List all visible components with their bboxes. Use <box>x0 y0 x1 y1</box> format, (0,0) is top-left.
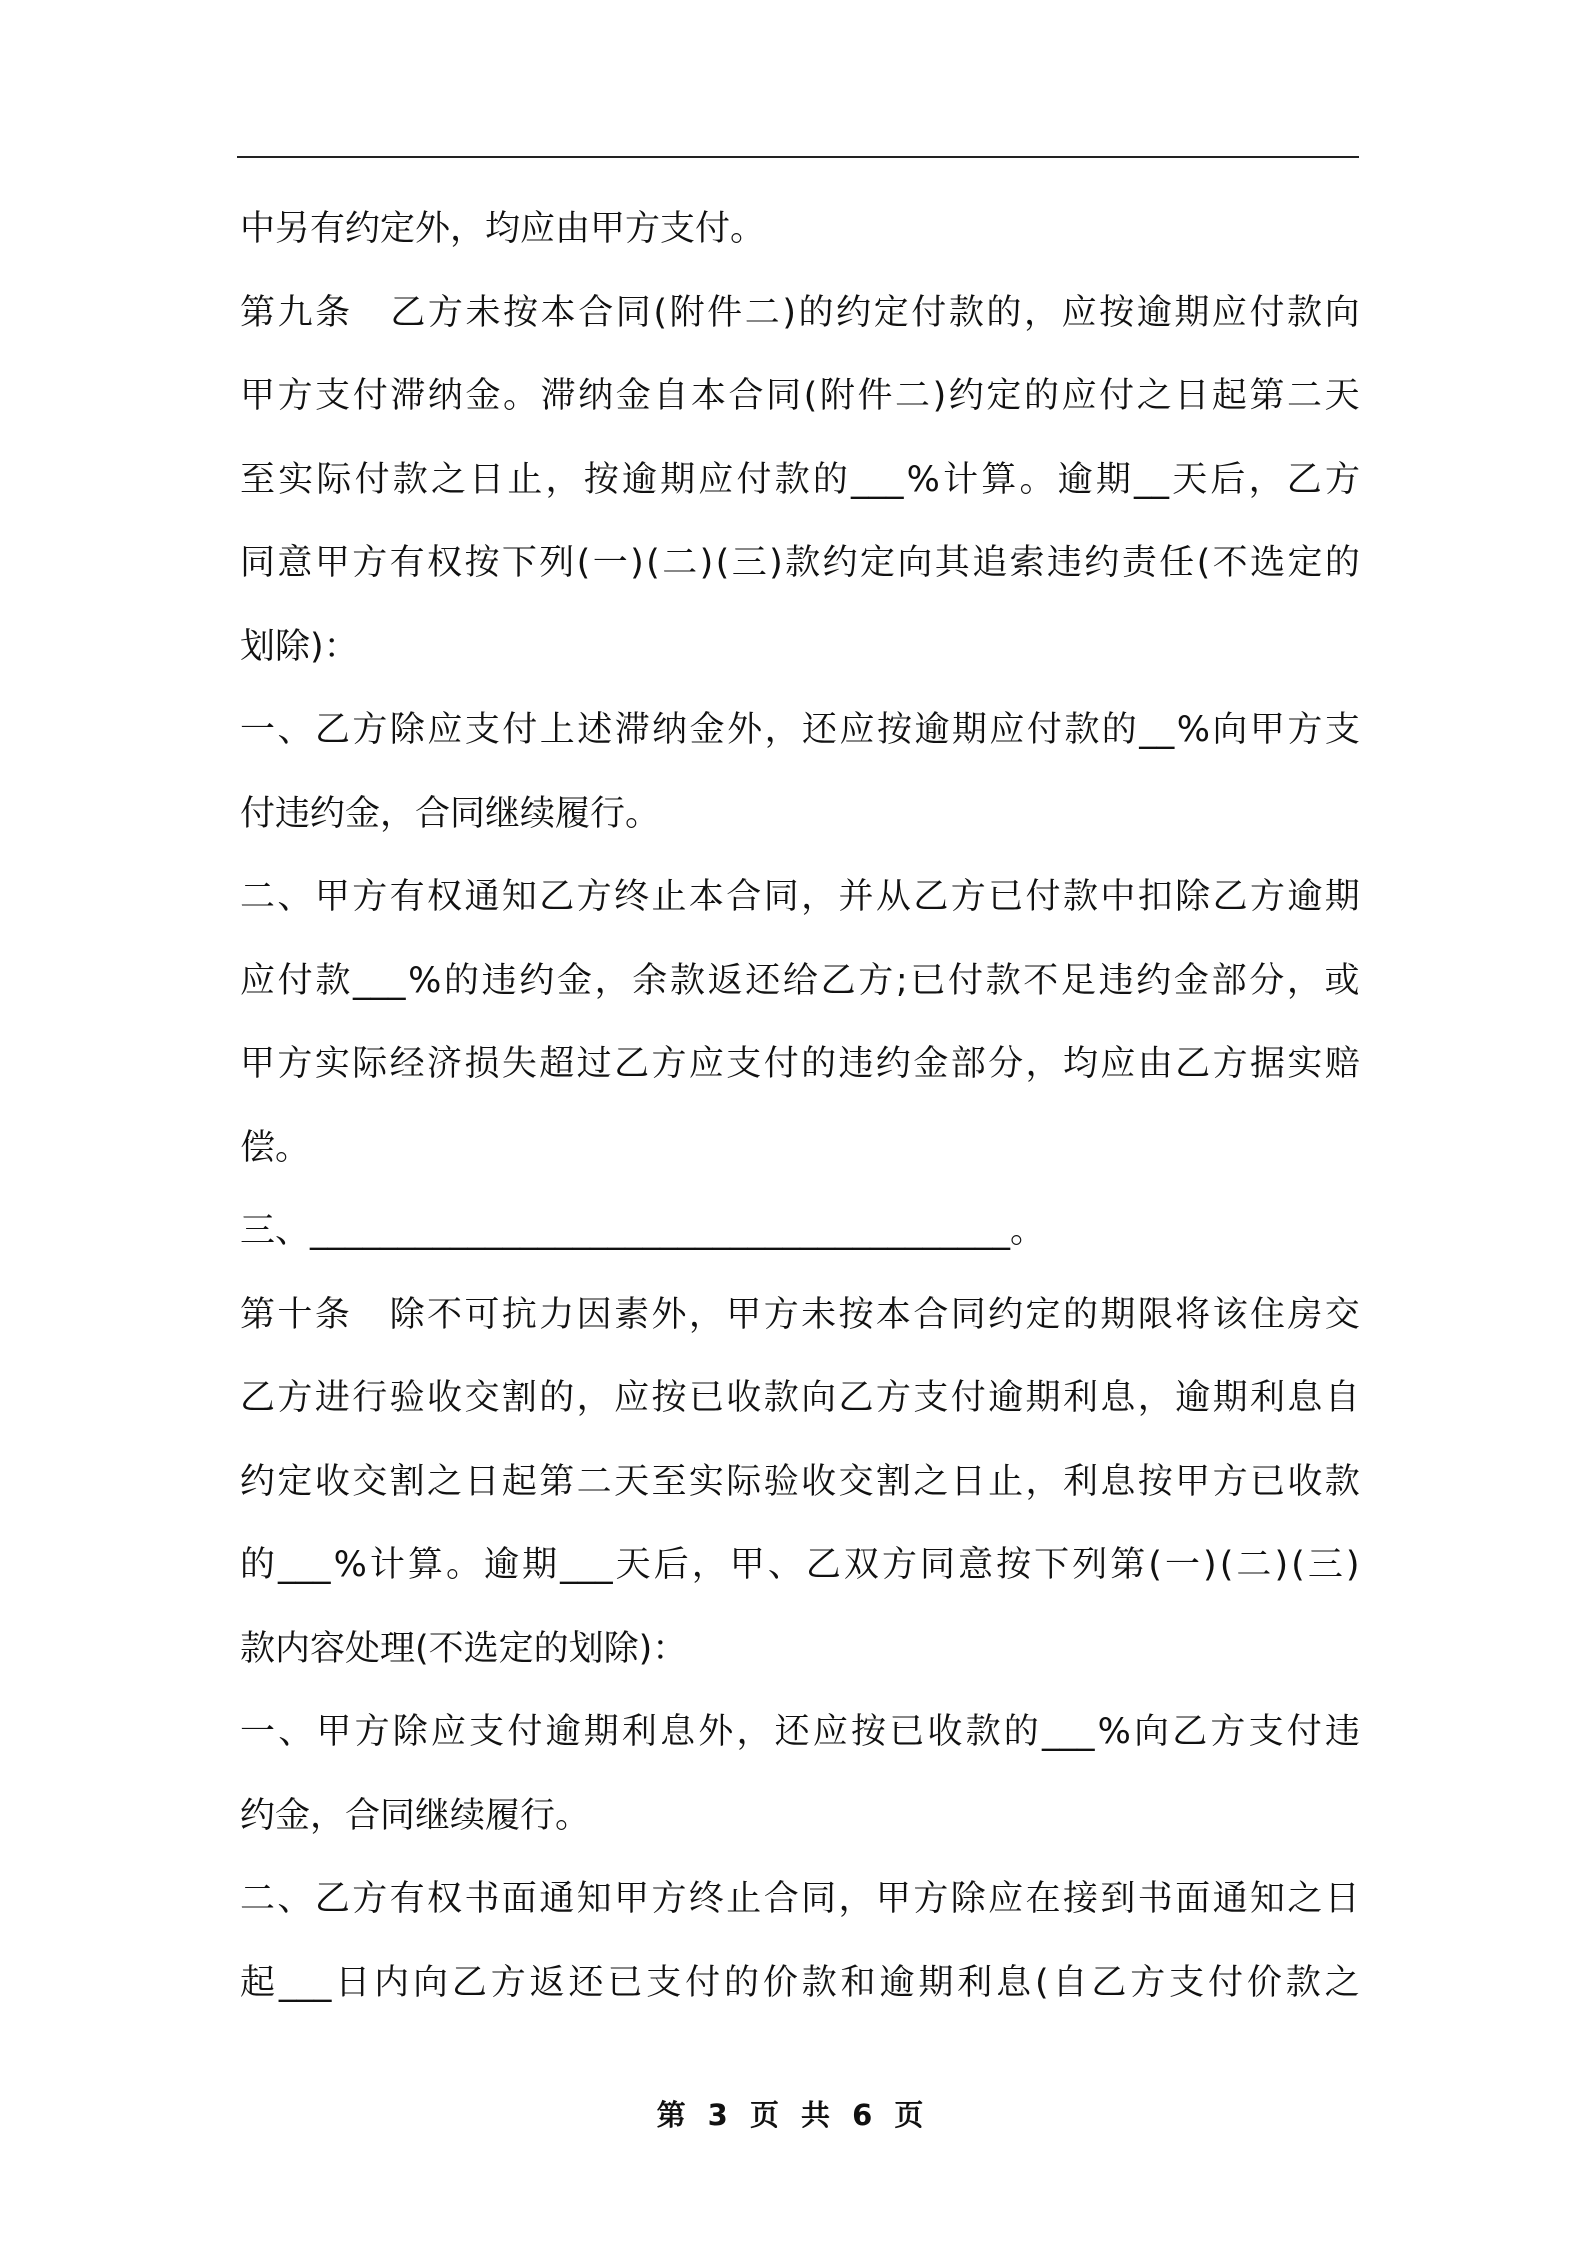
text-line: 二 、 甲 方 有 权 通 知 乙 方 终 止 本 合 同 ， 并 从 乙 方 已 付 款 中 扣 除 乙 方 逾 期 <box>240 877 1360 917</box>
text-line: 二 、 乙 方 有 权 书 面 通 知 甲 方 终 止 合 同 ， 甲 方 除 应 在 接 到 书 面 通 知 之 日 <box>240 1879 1360 1919</box>
text-line: 一 、 乙 方 除 应 支 付 上 述 滞 纳 金 外 ， 还 应 按 逾 期 应 付 款 的 __ % 向 甲 方 支 <box>240 710 1360 750</box>
text-line: 同 意 甲 方 有 权 按 下 列 ( 一 ) ( 二 ) ( 三 ) 款 约 定 向 其 追 索 违 约 责 任 ( 不 选 定 的 <box>240 543 1360 583</box>
text-line: 划除)： <box>240 626 359 667</box>
text-line: 第 九 条 乙 方 未 按 本 合 同 ( 附 件 二 ) 的 约 定 付 款 的 ， 应 按 逾 期 应 付 款 向 <box>240 292 1360 333</box>
text-line: 起 ___ 日 内 向 乙 方 返 还 已 支 付 的 价 款 和 逾 期 利 息 ( 自 乙 方 支 付 价 款 之 <box>240 1962 1360 2003</box>
text-line: 的 ___ % 计 算 。 逾 期 ___ 天 后 ， 甲 、 乙 双 方 同 意 按 下 列 第 ( 一 ) ( 二 ) ( 三 ) <box>240 1545 1360 1585</box>
page-number: 第 3 页 共 6 页 <box>656 2098 930 2132</box>
text-line: 约金，合同继续履行。 <box>240 1795 591 1836</box>
text-line: 三、________________________________________。 <box>240 1211 1046 1251</box>
text-line: 付违约金，合同继续履行。 <box>240 793 661 834</box>
text-line: 中另有约定外，均应由甲方支付。 <box>240 209 766 249</box>
text-line: 一 、 甲 方 除 应 支 付 逾 期 利 息 外 ， 还 应 按 已 收 款 的 ___ % 向 乙 方 支 付 违 <box>240 1712 1360 1752</box>
text-line: 至 实 际 付 款 之 日 止 ， 按 逾 期 应 付 款 的 ___ % 计 算 。 逾 期 __ 天 后 ， 乙 方 <box>240 459 1360 500</box>
text-line: 偿。 <box>240 1127 311 1168</box>
text-line: 约 定 收 交 割 之 日 起 第 二 天 至 实 际 验 收 交 割 之 日 止 ， 利 息 按 甲 方 已 收 款 <box>240 1461 1360 1502</box>
text-line: 乙 方 进 行 验 收 交 割 的 ， 应 按 已 收 款 向 乙 方 支 付 逾 期 利 息 ， 逾 期 利 息 自 <box>240 1378 1360 1418</box>
text-line: 款内容处理(不选定的划除)： <box>240 1628 688 1669</box>
text-line: 甲 方 支 付 滞 纳 金 。 滞 纳 金 自 本 合 同 ( 附 件 二 ) 约 定 的 应 付 之 日 起 第 二 天 <box>240 376 1360 416</box>
text-line: 甲 方 实 际 经 济 损 失 超 过 乙 方 应 支 付 的 违 约 金 部 分 ， 均 应 由 乙 方 据 实 赔 <box>240 1044 1360 1084</box>
text-line: 应 付 款 ___ % 的 违 约 金 ， 余 款 返 还 给 乙 方 ; 已 付 款 不 足 违 约 金 部 分 ， 或 <box>240 960 1360 1001</box>
contract-body <box>240 188 1360 2025</box>
header-rule <box>237 156 1359 158</box>
text-line: 第 十 条 除 不 可 抗 力 因 素 外 ， 甲 方 未 按 本 合 同 约 定 的 期 限 将 该 住 房 交 <box>240 1294 1360 1335</box>
